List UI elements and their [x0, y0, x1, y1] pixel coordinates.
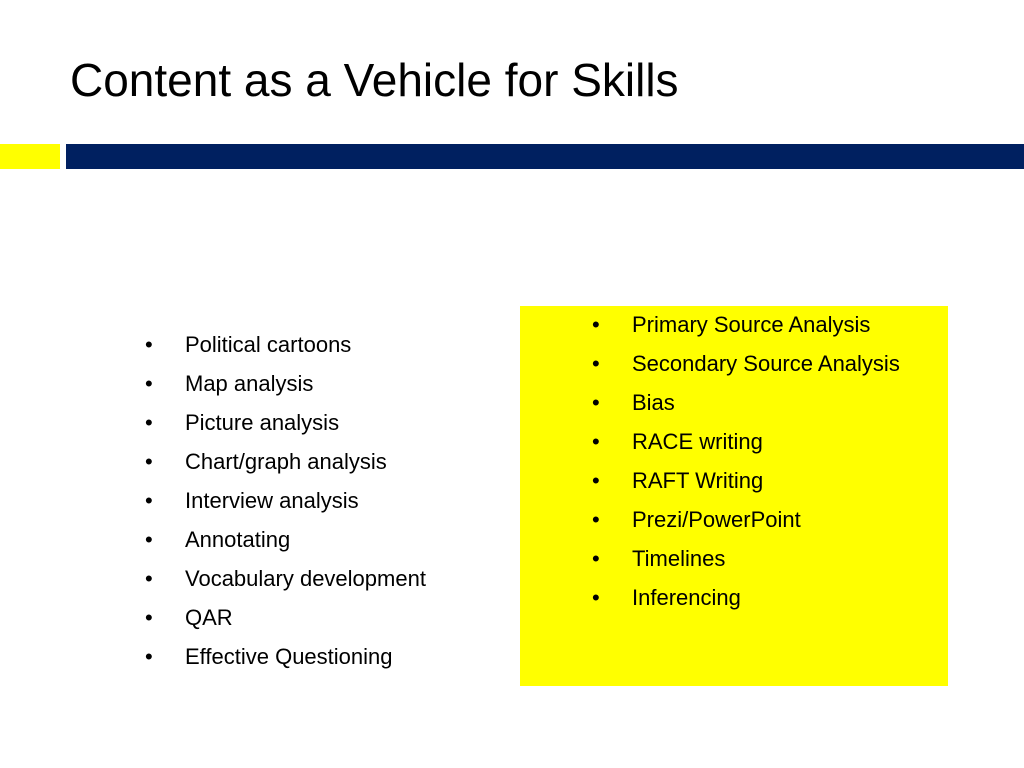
list-item: • RAFT Writing [592, 468, 932, 494]
list-item: • Picture analysis [145, 410, 505, 436]
accent-bar-navy [66, 144, 1024, 169]
list-item: • Political cartoons [145, 332, 505, 358]
list-item: • Timelines [592, 546, 932, 572]
list-item: • Map analysis [145, 371, 505, 397]
list-item: • Chart/graph analysis [145, 449, 505, 475]
list-item: • Effective Questioning [145, 644, 505, 670]
list-item: • Interview analysis [145, 488, 505, 514]
list-item: • RACE writing [592, 429, 932, 455]
list-item: • Bias [592, 390, 932, 416]
list-item: • Vocabulary development [145, 566, 505, 592]
list-item: • Prezi/PowerPoint [592, 507, 932, 533]
list-item: • Secondary Source Analysis [592, 351, 932, 377]
list-item: • Annotating [145, 527, 505, 553]
right-bullet-list [592, 312, 932, 624]
list-item: • QAR [145, 605, 505, 631]
list-item: • Primary Source Analysis [592, 312, 932, 338]
accent-bar-yellow [0, 144, 60, 169]
left-bullet-list [145, 332, 505, 683]
slide-title: Content as a Vehicle for Skills [70, 54, 679, 106]
highlighted-skills-box [520, 306, 948, 686]
list-item: • Inferencing [592, 585, 932, 611]
